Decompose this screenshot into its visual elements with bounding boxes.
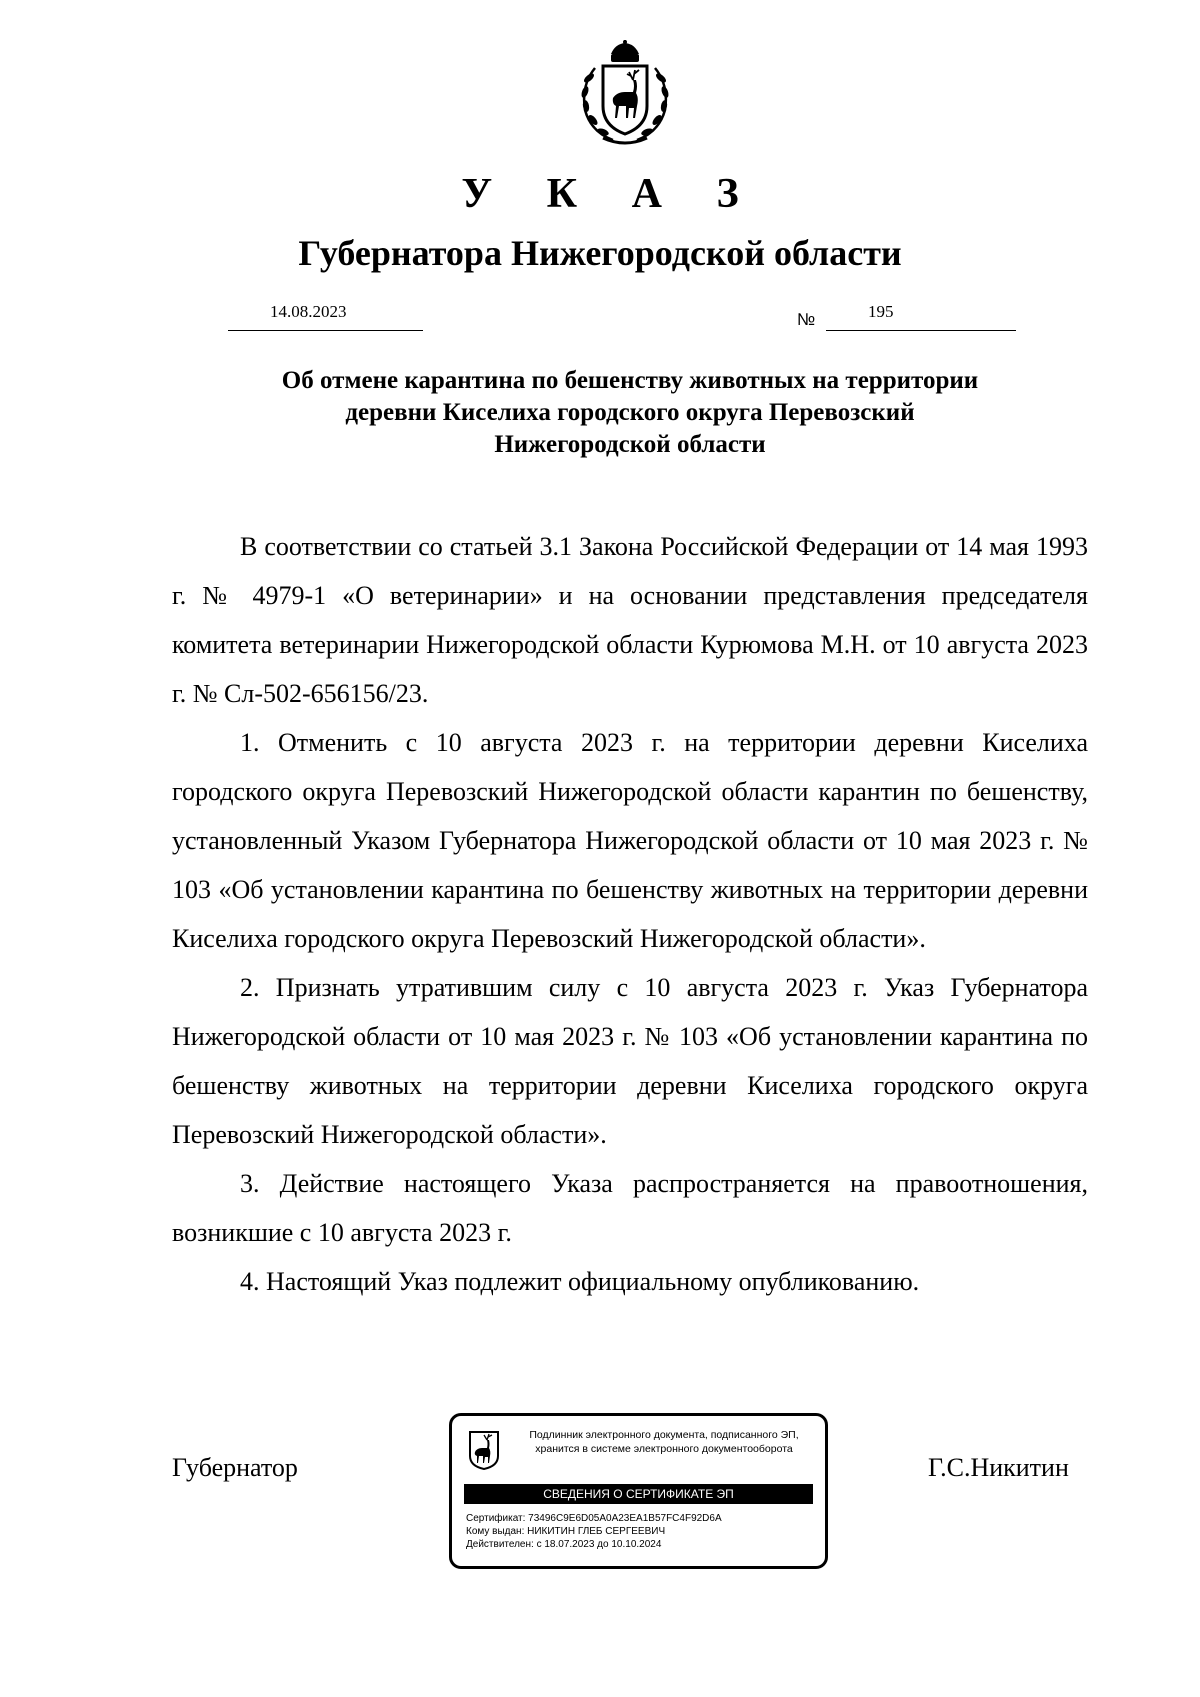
signatory-position: Губернатор <box>172 1453 298 1482</box>
stamp-header-line: Подлинник электронного документа, подписанного ЭП, <box>529 1429 799 1441</box>
stamp-certificate-bar: СВЕДЕНИЯ О СЕРТИФИКАТЕ ЭП <box>464 1484 813 1504</box>
number-label: № <box>797 310 816 329</box>
date-value: 14.08.2023 <box>270 302 347 321</box>
item-3-paragraph: 3. Действие настоящего Указа распространяется на правоотношения, возникшие с 10 августа 2023 г. <box>172 1169 1088 1247</box>
document-type-title: У К А З <box>461 171 761 217</box>
preamble-paragraph: В соответствии со статьей 3.1 Закона Российской Федерации от 14 мая 1993 г. № 4979-1 «О ветеринарии» и на основании представления председателя комитета ветеринарии Нижегородской области Курюмова М.Н. от 10 августа 2023 г. № Сл-502-656156/23. <box>172 532 1088 708</box>
stamp-certificate-info <box>466 1512 816 1551</box>
deer-emblem-icon <box>468 1430 500 1470</box>
document-body <box>172 522 1088 1306</box>
number-value: 195 <box>868 302 894 321</box>
number-field <box>826 302 1016 331</box>
item-4-paragraph: 4. Настоящий Указ подлежит официальному опубликованию. <box>240 1267 920 1296</box>
certificate-owner: Кому выдан: НИКИТИН ГЛЕБ СЕРГЕЕВИЧ <box>466 1526 666 1537</box>
stamp-header-line: хранится в системе электронного документооборота <box>535 1443 793 1455</box>
issuer-title: Губернатора Нижегородской области <box>298 233 902 273</box>
signatory-name: Г.С.Никитин <box>928 1453 1069 1482</box>
item-2-paragraph: 2. Признать утратившим силу с 10 августа 2023 г. Указ Губернатора Нижегородской области от 10 мая 2023 г. № 103 «Об установлении карантина по бешенству животных на территории деревни Киселиха городского округа Перевозский Нижегородской области». <box>172 973 1088 1149</box>
coat-of-arms-icon <box>573 40 677 150</box>
date-field <box>228 302 423 331</box>
document-title-line: Нижегородской области <box>494 431 766 458</box>
document-title-line: деревни Киселиха городского округа Перевозский <box>345 399 915 426</box>
certificate-validity: Действителен: с 18.07.2023 до 10.10.2024 <box>466 1539 662 1550</box>
certificate-serial: Сертификат: 73496C9E6D05A0A23EA1B57FC4F92D6A <box>466 1513 722 1524</box>
stamp-header <box>508 1428 820 1456</box>
item-1-paragraph: 1. Отменить с 10 августа 2023 г. на территории деревни Киселиха городского округа Перевозский Нижегородской области карантин по бешенству, установленный Указом Губернатора Нижегородской области от 10 мая 2023 г. № 103 «Об установлении карантина по бешенству животных на территории деревни Киселиха городского округа Перевозский Нижегородской области». <box>172 728 1088 953</box>
electronic-signature-stamp <box>449 1413 828 1569</box>
document-title <box>160 365 1100 461</box>
document-title-line: Об отмене карантина по бешенству животных на территории <box>281 367 979 394</box>
